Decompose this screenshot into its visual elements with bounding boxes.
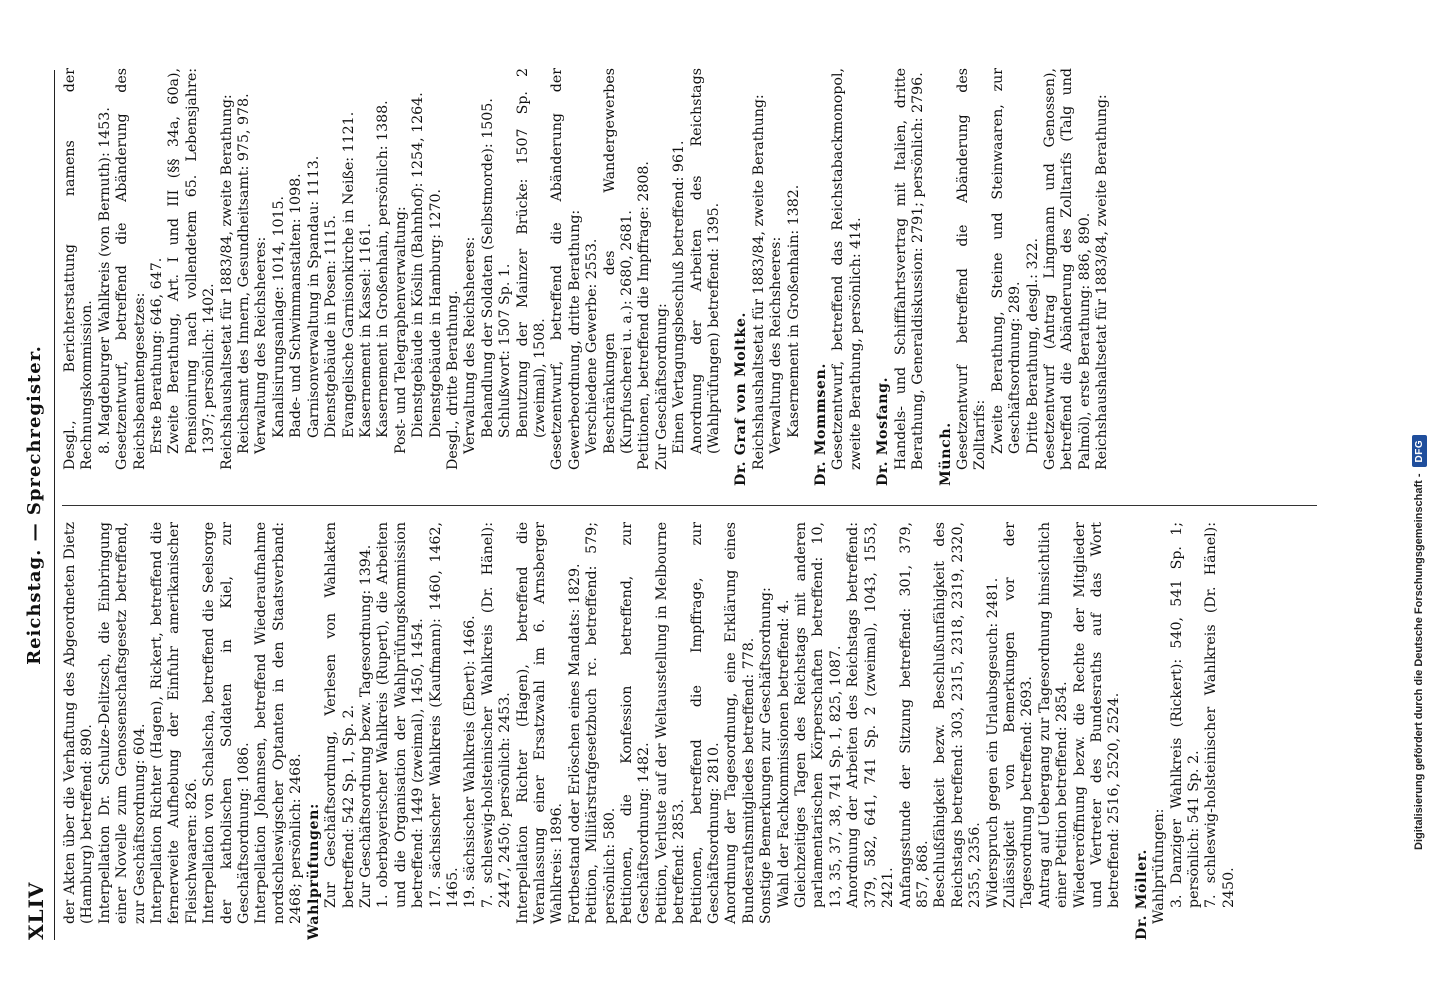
register-entry: Wiedereröffnung bezw. die Rechte der Mitglieder und Vertreter des Bundesraths auf das Wort betreffend: 2516, 2520, 2524. bbox=[1071, 522, 1123, 908]
register-entry: Widerspruch gegen ein Urlaubsgesuch: 2481. bbox=[984, 577, 1001, 908]
register-entry: Kasernement in Kassel: 1161. bbox=[357, 223, 374, 438]
entry-spacer bbox=[723, 68, 733, 486]
register-entry: Interpellation Johannsen, betreffend Wiederaufnahme nordschleswigscher Optanten in den Staatsverband: 2468; persönlich: 2468. bbox=[253, 522, 305, 924]
register-entry: Zweite Berathung, Steine und Steinwaaren, zur Geschäftsordnung: 289. bbox=[989, 68, 1024, 454]
register-speaker-heading: Münch. bbox=[937, 422, 954, 486]
digitization-credit-strip bbox=[1406, 0, 1432, 1000]
register-speaker-heading: Dr. Graf von Moltke. bbox=[733, 311, 750, 486]
register-entry: Petitionen, betreffend die Impffrage, zur Geschäftsordnung: 2810. bbox=[688, 522, 723, 924]
register-entry: Garnisonverwaltung in Spandau: 1113. bbox=[305, 155, 322, 438]
register-entry: Interpellation Richter (Hagen), Rickert, betreffend die fernerweite Aufhebung der Einfuhr amerikanischer Fleischwaaren: 826. bbox=[149, 522, 200, 924]
register-entry: Gesetzentwurf (Antrag Lingmann und Genossen), betreffend die Abänderung des Zolltarifs (Talg und Palmöl), erste Berathung: 886, 890. bbox=[1041, 68, 1093, 470]
register-entry: Evangelische Garnisonkirche in Neiße: 1121. bbox=[340, 111, 357, 438]
register-entry: Antrag auf Uebergang zur Tagesordnung hinsichtlich einer Petition betreffend: 2854. bbox=[1036, 522, 1071, 908]
register-entry: Dienstgebäude in Posen: 1115. bbox=[323, 215, 340, 438]
register-entry: Anfangsstunde der Sitzung betreffend: 301, 379, 857, 868. bbox=[897, 522, 931, 908]
right-column bbox=[62, 68, 1317, 486]
register-entry: Anordnung der Arbeiten des Reichstags (Wahlprüfungen) betreffend: 1395. bbox=[688, 68, 723, 454]
register-speaker-heading: Dr. Möller. bbox=[1133, 848, 1150, 940]
register-entry: Anordnung der Tagesordnung, eine Erklärung eines Bundesrathsmitgliedes betreffend: 778. bbox=[723, 522, 757, 924]
register-speaker-heading: Dr. Mosfang. bbox=[875, 376, 892, 486]
register-entry: Verwaltung des Reichsheeres: bbox=[462, 236, 479, 454]
register-entry: Verwaltung des Reichsheeres: bbox=[253, 236, 270, 454]
entry-spacer bbox=[928, 68, 938, 486]
register-entry: Handels- und Schifffahrtsvertrag mit Italien, dritte Berathung, Generaldiskussion: 2791; persönlich: 2796. bbox=[892, 68, 927, 470]
register-entry: Beschlußfähigkeit bezw. Beschlußunfähigkeit des Reichstags betreffend: 303, 2315, 2318, 2319, 2320, 2355, 2356. bbox=[932, 522, 984, 908]
column-divider bbox=[62, 505, 1317, 506]
register-entry: Gesetzentwurf, betreffend die Abänderung der Gewerbeordnung, dritte Berathung: bbox=[549, 68, 583, 470]
register-entry: Verschiedene Gewerbe: 2553. bbox=[584, 238, 601, 454]
register-entry: Dienstgebäude in Köslin (Bahnhof): 1254, 1264. bbox=[410, 92, 427, 438]
entry-spacer bbox=[865, 68, 875, 486]
register-speaker-heading: Dr. Mommsen. bbox=[813, 362, 830, 486]
register-entry: Kasernement in Großenhain, persönlich: 1388. bbox=[375, 100, 392, 438]
left-column bbox=[62, 522, 1317, 940]
register-entry: Reichshaushaltsetat für 1883/84, zweite Berathung: bbox=[750, 94, 767, 470]
dfg-logo-badge[interactable]: DFG bbox=[1412, 435, 1427, 468]
register-entry: Reichsamt des Innern, Gesundheitsamt: 975, 978. bbox=[236, 93, 253, 454]
register-entry: Interpellation Richter (Hagen), betreffend die Veranlassung einer Ersatzwahl im 6. Arnsberger Wahlkreis: 1896. bbox=[514, 522, 566, 924]
register-entry: Schlußwort: 1507 Sp. 1. bbox=[497, 263, 514, 438]
register-entry: Fortbestand oder Erlöschen eines Mandats: 1829. bbox=[566, 563, 583, 924]
register-entry: Zur Geschäftsordnung: bbox=[653, 303, 670, 470]
register-entry: Petitionen, betreffend die Impffrage: 2808. bbox=[636, 161, 653, 470]
register-speaker-heading: Wahlprüfungen: bbox=[305, 803, 322, 940]
register-entry: 3. Danziger Wahlkreis (Rickert): 540, 541 Sp. 1; persönlich: 541 Sp. 2. bbox=[1168, 522, 1202, 908]
running-title: Reichstag. — Sprechregister. bbox=[24, 345, 45, 665]
register-entry: Verwaltung des Reichsheeres: bbox=[768, 236, 785, 454]
credit-text: Digitalisierung gefördert durch die Deutsche Forschungsgemeinschaft - bbox=[1413, 473, 1425, 850]
register-entry: 7. schleswig-holsteinischer Wahlkreis (Dr. Hänel): 2447, 2450; persönlich: 2453. bbox=[479, 522, 514, 908]
register-entry: Petition, Militärstrafgesetzbuch rc. betreffend: 579; persönlich: 580. bbox=[584, 522, 618, 924]
register-entry: Gesetzentwurf, betreffend das Reichstabackmonopol, zweite Berathung, persönlich: 414. bbox=[830, 68, 864, 470]
register-entry: Gesetzentwurf betreffend die Abänderung des Zolltarifs: bbox=[954, 68, 989, 470]
register-entry: Bade- und Schwimmanstalten: 1098. bbox=[288, 173, 305, 438]
register-entry: Reichshaushaltsetat für 1883/84, zweite Berathung: bbox=[218, 94, 235, 470]
register-entry: Interpellation von Schalscha, betreffend die Seelsorge der katholischen Soldaten in Kiel, zur Geschäftsordnung: 1086. bbox=[201, 522, 253, 924]
page-header bbox=[18, 70, 55, 940]
register-entry: Zweite Berathung, Art. I und III (§§ 34a, 60a), Pensionirung nach vollendetem 65. Lebensjahre: 1397; persönlich: 1402. bbox=[166, 68, 218, 454]
register-entry: Sonstige Bemerkungen zur Geschäftsordnung: bbox=[758, 587, 775, 924]
register-entry: 7. schleswig-holsteinischer Wahlkreis (Dr. Hänel): 2450. bbox=[1203, 522, 1237, 908]
register-entry: Dienstgebäude in Hamburg: 1270. bbox=[427, 188, 444, 438]
register-entry: Gleichzeitiges Tagen des Reichstags mit anderen parlamentarischen Körperschaften betreffend: 10, 13, 35, 37, 38, 741 Sp. 1, 825, 1087. bbox=[793, 522, 844, 908]
page-number: XLIV bbox=[24, 881, 48, 940]
register-entry: Desgl., Berichterstattung namens der Rechnungskommission. bbox=[62, 68, 96, 470]
register-entry: der Akten über die Verhaftung des Abgeordneten Dietz (Hamburg) betreffend: 890. bbox=[62, 522, 96, 924]
register-entry: Interpellation Dr. Schulze-Delitzsch, die Einbringung einer Novelle zum Genossenschaftsgesetz betreffend, zur Geschäftsordnung: 604. bbox=[96, 522, 148, 924]
register-entry: Petition, Verluste auf der Weltausstellung in Melbourne betreffend: 2853. bbox=[653, 522, 688, 924]
register-entry: Gesetzentwurf, betreffend die Abänderung des Reichsbeamtengesetzes: bbox=[114, 68, 148, 470]
register-entry: Wahlprüfungen: bbox=[1151, 808, 1168, 924]
register-entry: Kasernement in Großenhain: 1382. bbox=[785, 184, 802, 438]
register-entry: Kanalisirungsanlage: 1014, 1015. bbox=[270, 195, 287, 438]
register-entry: Petitionen, die Konfession betreffend, zur Geschäftsordnung: 1482. bbox=[619, 522, 653, 924]
entry-spacer bbox=[1124, 522, 1134, 940]
register-entry: Post- und Telegraphenverwaltung: bbox=[392, 206, 409, 454]
register-entry: Behandlung der Soldaten (Selbstmorde): 1505. bbox=[479, 98, 496, 438]
register-entry: 8. Magdeburger Wahlkreis (von Bernuth): 1453. bbox=[96, 107, 113, 454]
register-entry: Beschränkungen des Wandergewerbes (Kurpfuscherei u. a.): 2680, 2681. bbox=[601, 68, 635, 454]
register-entry: Zulässigkeit von Bemerkungen vor der Tagesordnung betreffend: 2693. bbox=[1001, 522, 1036, 908]
register-entry: Benutzung der Mainzer Brücke: 1507 Sp. 2 (zweimal), 1508. bbox=[514, 68, 548, 438]
register-entry: 19. sächsischer Wahlkreis (Ebert): 1466. bbox=[462, 615, 479, 908]
register-entry: Zur Geschäftsordnung bezw. Tagesordnung: 1394. bbox=[357, 544, 374, 908]
register-entry: 17. sächsischer Wahlkreis (Kaufmann): 1460, 1462, 1465. bbox=[427, 522, 461, 908]
register-entry: Wahl der Fachkommissionen betreffend: 4. bbox=[775, 599, 792, 908]
register-entry: Zur Geschäftsordnung, Verlesen von Wahlakten betreffend: 542 Sp. 1, Sp. 2. bbox=[323, 522, 357, 908]
entry-spacer bbox=[803, 68, 813, 486]
register-entry: Desgl., dritte Berathung. bbox=[444, 290, 461, 470]
register-entry: 1. oberbayerischer Wahlkreis (Rupert), die Arbeiten und die Organisation der Wahlprüfungskommission betreffend: 1449 (zweimal), 1450, 1454. bbox=[375, 522, 427, 908]
register-entry: Dritte Berathung, desgl.: 322. bbox=[1024, 237, 1041, 454]
register-entry: Anordnung der Arbeiten des Reichstags betreffend: 379, 582, 641, 741 Sp. 2 (zweimal), 1043, 1553, 2421. bbox=[845, 522, 897, 908]
register-entry: Einen Vertagungsbeschluß betreffend: 961. bbox=[671, 140, 688, 454]
register-entry: Erste Berathung: 646, 647. bbox=[149, 257, 166, 454]
register-entry: Reichshaushaltsetat für 1883/84, zweite Berathung: bbox=[1094, 94, 1111, 470]
